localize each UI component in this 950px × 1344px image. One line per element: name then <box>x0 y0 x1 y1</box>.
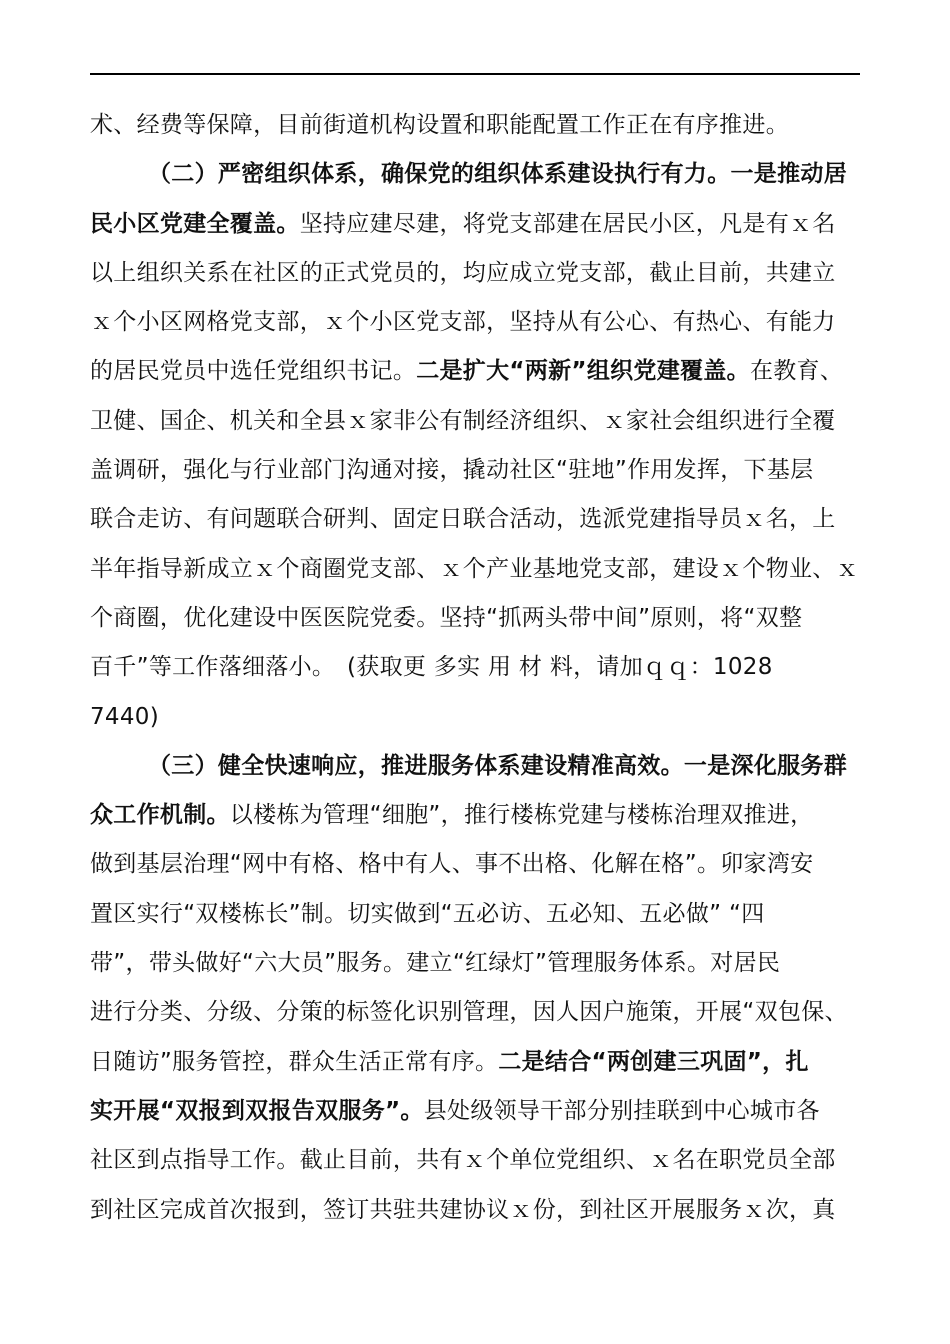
text-segment: 社区到点指导工作。截止目前，共有ｘ个单位党组织、ｘ名在职党员全部 <box>90 1147 836 1174</box>
text-segment: 术、经费等保障，目前街道机构设置和职能配置工作正在有序推进。 <box>90 112 789 138</box>
text-line <box>90 446 865 495</box>
header-rule <box>90 73 860 75</box>
text-segment: 带”，带头做好“六大员”服务。建立“红绿灯”管理服务体系。对居民 <box>90 950 781 977</box>
text-line <box>90 791 865 840</box>
text-line <box>90 347 865 396</box>
text-segment: 在教育、 <box>749 358 844 385</box>
text-line <box>90 742 865 791</box>
text-segment: 卫健、国企、机关和全县ｘ家非公有制经济组织、ｘ家社会组织进行全覆 <box>90 407 836 434</box>
text-line <box>90 545 865 594</box>
text-segment: 以上组织关系在社区的正式党员的，均应成立党支部，截止目前，共建立 <box>90 259 836 286</box>
text-segment: 置区实行“双楼栋长”制。切实做到“五必访、五必知、五必做” “四 <box>90 900 765 927</box>
text-line <box>90 988 865 1037</box>
bold-text-segment: 二是扩大“两新”组织党建覆盖。 <box>416 358 750 385</box>
text-line <box>90 1186 865 1235</box>
bold-text-segment: 实开展“双报到双报告双服务”。 <box>90 1097 424 1124</box>
text-line <box>90 1136 865 1185</box>
text-line <box>90 101 865 150</box>
text-line <box>90 495 865 544</box>
text-line <box>90 594 865 643</box>
text-line <box>90 890 865 939</box>
text-segment: 个商圈，优化建设中医医院党委。坚持“抓两头带中间”原则，将“双整 <box>90 604 803 631</box>
text-line <box>90 298 865 347</box>
bold-text-segment: 二是结合“两创建三巩固”，扎 <box>498 1048 809 1075</box>
text-segment: 联合走访、有问题联合研判、固定日联合活动，选派党建指导员ｘ名，上 <box>90 506 836 533</box>
text-line <box>90 200 865 249</box>
text-segment: 的居民党员中选任党组织书记。 <box>90 358 417 385</box>
text-line <box>90 1087 865 1136</box>
text-segment: 以楼栋为管理“细胞”，推行楼栋党建与楼栋治理双推进， <box>229 802 814 829</box>
text-segment: 县处级领导干部分别挂联到中心城市各 <box>423 1097 820 1124</box>
text-line <box>90 939 865 988</box>
bold-text-segment: （二）严密组织体系，确保党的组织体系建设执行有力。一是推动居 <box>148 161 847 188</box>
text-line <box>90 840 865 889</box>
text-segment: 盖调研，强化与行业部门沟通对接，撬动社区“驻地”作用发挥，下基层 <box>90 457 814 484</box>
text-segment: 到社区完成首次报到，签订共驻共建协议ｘ份，到社区开展服务ｘ次，真 <box>90 1196 836 1223</box>
text-segment: 百千”等工作落细落小。 (获取更 多实 用 材 料，请加ｑｑ：1028 <box>90 654 773 681</box>
text-line <box>90 249 865 298</box>
text-line <box>90 693 865 742</box>
text-line <box>90 643 865 692</box>
text-segment: 坚持应建尽建，将党支部建在居民小区，凡是有ｘ名 <box>299 210 836 237</box>
text-segment: 半年指导新成立ｘ个商圈党支部、ｘ个产业基地党支部，建设ｘ个物业、ｘ <box>90 555 859 582</box>
text-line <box>90 397 865 446</box>
text-segment: 做到基层治理“网中有格、格中有人、事不出格、化解在格”。卯家湾安 <box>90 851 814 878</box>
text-segment: 7440) <box>90 703 160 730</box>
text-line <box>90 150 865 199</box>
text-segment: 进行分类、分级、分策的标签化识别管理，因人因户施策，开展“双包保、 <box>90 999 848 1026</box>
bold-text-segment: （三）健全快速响应，推进服务体系建设精准高效。一是深化服务群 <box>148 752 847 779</box>
body-text <box>90 101 865 1235</box>
bold-text-segment: 众工作机制。 <box>90 802 230 829</box>
text-line <box>90 1038 865 1087</box>
text-segment: ｘ个小区网格党支部，ｘ个小区党支部，坚持从有公心、有热心、有能力 <box>90 309 836 336</box>
text-segment: 日随访”服务管控，群众生活正常有序。 <box>90 1048 499 1075</box>
bold-text-segment: 民小区党建全覆盖。 <box>90 210 300 237</box>
